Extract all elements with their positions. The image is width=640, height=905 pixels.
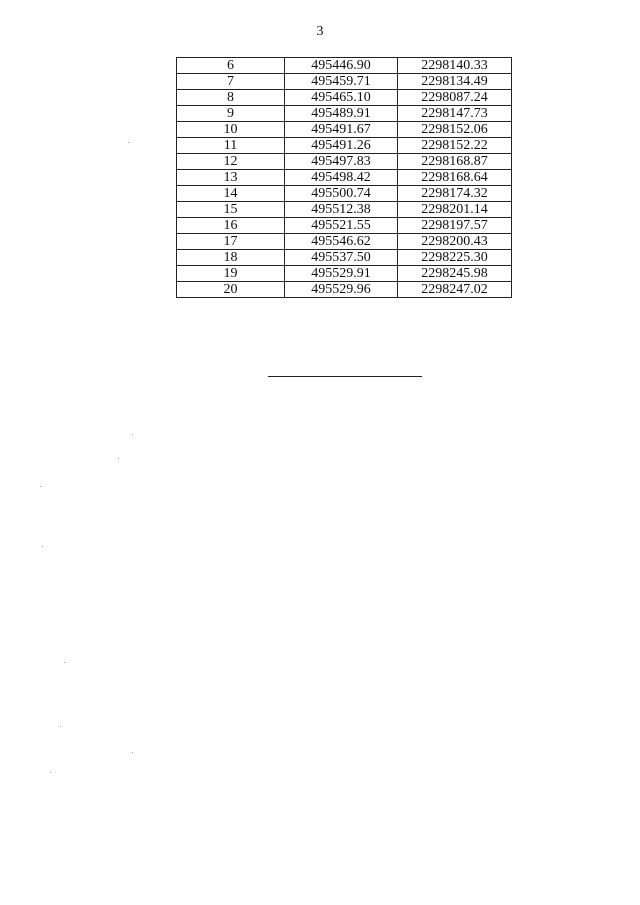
y-coordinate-cell: 2298087.24: [398, 90, 512, 106]
scan-speck: [118, 458, 119, 459]
y-coordinate-cell: 2298147.73: [398, 106, 512, 122]
y-coordinate-cell: 2298152.22: [398, 138, 512, 154]
table-row: [177, 266, 512, 282]
point-number-cell: 13: [177, 170, 285, 186]
y-coordinate-cell: 2298174.32: [398, 186, 512, 202]
table-row: [177, 154, 512, 170]
point-number-cell: 17: [177, 234, 285, 250]
x-coordinate-cell: 495446.90: [285, 58, 398, 74]
y-coordinate-cell: 2298197.57: [398, 218, 512, 234]
page-number: 3: [316, 24, 324, 39]
table-row: [177, 138, 512, 154]
x-coordinate-cell: 495546.62: [285, 234, 398, 250]
point-number-cell: 16: [177, 218, 285, 234]
coordinates-table-body: [177, 58, 512, 298]
table-row: [177, 186, 512, 202]
point-number-cell: 12: [177, 154, 285, 170]
point-number-cell: 19: [177, 266, 285, 282]
scan-speck: [132, 752, 133, 753]
x-coordinate-cell: 495529.96: [285, 282, 398, 298]
scan-speck: [64, 662, 65, 663]
x-coordinate-cell: 495500.74: [285, 186, 398, 202]
scan-speck: [50, 772, 51, 773]
coordinates-table: [176, 57, 512, 298]
y-coordinate-cell: 2298134.49: [398, 74, 512, 90]
scan-speck: [132, 434, 133, 435]
x-coordinate-cell: 495512.38: [285, 202, 398, 218]
point-number-cell: 8: [177, 90, 285, 106]
y-coordinate-cell: 2298247.02: [398, 282, 512, 298]
y-coordinate-cell: 2298152.06: [398, 122, 512, 138]
x-coordinate-cell: 495537.50: [285, 250, 398, 266]
y-coordinate-cell: 2298225.30: [398, 250, 512, 266]
x-coordinate-cell: 495491.26: [285, 138, 398, 154]
table-row: [177, 122, 512, 138]
table-row: [177, 74, 512, 90]
table-row: [177, 58, 512, 74]
table-row: [177, 234, 512, 250]
x-coordinate-cell: 495489.91: [285, 106, 398, 122]
y-coordinate-cell: 2298201.14: [398, 202, 512, 218]
point-number-cell: 7: [177, 74, 285, 90]
scan-speck: [128, 142, 129, 143]
y-coordinate-cell: 2298168.87: [398, 154, 512, 170]
point-number-cell: 14: [177, 186, 285, 202]
point-number-cell: 9: [177, 106, 285, 122]
point-number-cell: 10: [177, 122, 285, 138]
x-coordinate-cell: 495498.42: [285, 170, 398, 186]
table-row: [177, 218, 512, 234]
x-coordinate-cell: 495497.83: [285, 154, 398, 170]
point-number-cell: 15: [177, 202, 285, 218]
x-coordinate-cell: 495529.91: [285, 266, 398, 282]
point-number-cell: 6: [177, 58, 285, 74]
point-number-cell: 18: [177, 250, 285, 266]
table-row: [177, 202, 512, 218]
table-row: [177, 170, 512, 186]
y-coordinate-cell: 2298168.64: [398, 170, 512, 186]
end-rule: [268, 376, 422, 377]
point-number-cell: 11: [177, 138, 285, 154]
y-coordinate-cell: 2298245.98: [398, 266, 512, 282]
point-number-cell: 20: [177, 282, 285, 298]
x-coordinate-cell: 495459.71: [285, 74, 398, 90]
scan-speck: [42, 546, 43, 547]
scan-speck: [40, 486, 41, 487]
y-coordinate-cell: 2298200.43: [398, 234, 512, 250]
x-coordinate-cell: 495465.10: [285, 90, 398, 106]
table-row: [177, 106, 512, 122]
table-row: [177, 250, 512, 266]
y-coordinate-cell: 2298140.33: [398, 58, 512, 74]
x-coordinate-cell: 495491.67: [285, 122, 398, 138]
x-coordinate-cell: 495521.55: [285, 218, 398, 234]
table-row: [177, 90, 512, 106]
table-row: [177, 282, 512, 298]
scan-speck: [60, 726, 61, 727]
